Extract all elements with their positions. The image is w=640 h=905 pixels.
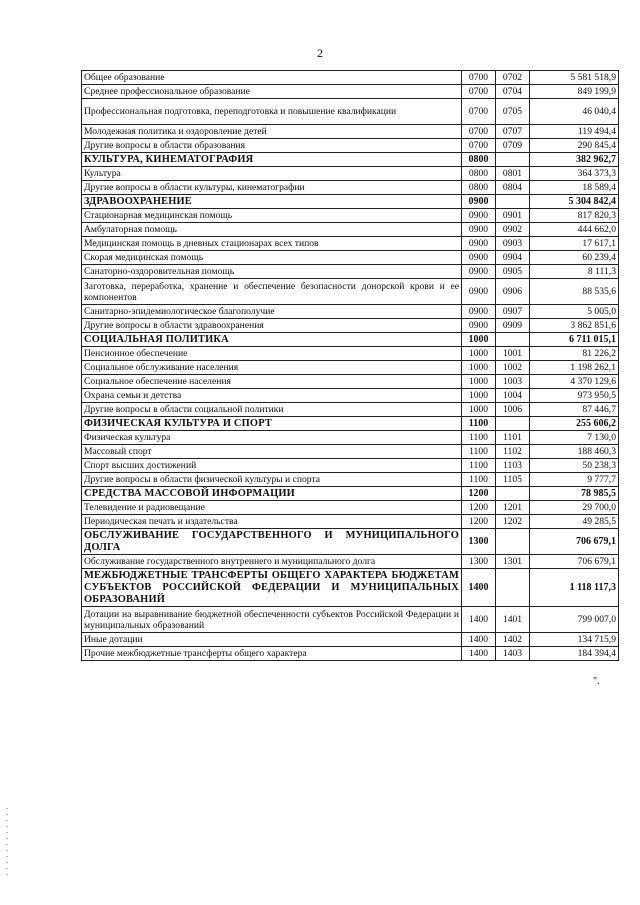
row-name-cell: Медицинская помощь в дневных стационарах всех типов [82, 237, 462, 251]
row-name-cell: Скорая медицинская помощь [82, 251, 462, 265]
row-name-cell: Другие вопросы в области социальной политики [82, 403, 462, 417]
row-section-code-cell: 1400 [462, 569, 496, 607]
row-name-cell: Социальное обслуживание населения [82, 361, 462, 375]
margin-scan-dots [6, 808, 8, 878]
row-name-cell: Молодежная политика и оздоровление детей [82, 125, 462, 139]
table-row [82, 403, 619, 417]
row-section-code-cell: 1100 [462, 431, 496, 445]
row-section-code-cell: 1100 [462, 473, 496, 487]
row-amount-cell: 7 130,0 [530, 431, 619, 445]
row-name-cell: Общее образование [82, 71, 462, 85]
row-amount-cell: 134 715,9 [530, 633, 619, 647]
row-amount-cell: 29 700,0 [530, 501, 619, 515]
row-amount-cell: 973 950,5 [530, 389, 619, 403]
row-subsection-code-cell: 0903 [496, 237, 530, 251]
row-subsection-code-cell [496, 569, 530, 607]
row-name-cell: Пенсионное обеспечение [82, 347, 462, 361]
row-subsection-code-cell: 0902 [496, 223, 530, 237]
row-subsection-code-cell: 1403 [496, 647, 530, 661]
row-amount-cell: 188 460,3 [530, 445, 619, 459]
row-subsection-code-cell: 1103 [496, 459, 530, 473]
row-amount-cell: 17 617,1 [530, 237, 619, 251]
row-name-cell: Иные дотации [82, 633, 462, 647]
row-name-cell: МЕЖБЮДЖЕТНЫЕ ТРАНСФЕРТЫ ОБЩЕГО ХАРАКТЕРА БЮДЖЕТАМ СУБЪЕКТОВ РОССИЙСКОЙ ФЕДЕРАЦИИ И МУНИЦИПАЛЬНЫХ ОБРАЗОВАНИЙ [82, 569, 462, 607]
row-subsection-code-cell: 1101 [496, 431, 530, 445]
row-section-code-cell: 1000 [462, 403, 496, 417]
row-amount-cell: 1 198 262,1 [530, 361, 619, 375]
row-subsection-code-cell [496, 529, 530, 555]
table-row [82, 279, 619, 305]
row-amount-cell: 78 985,5 [530, 487, 619, 501]
row-amount-cell: 8 111,3 [530, 265, 619, 279]
row-section-code-cell: 1200 [462, 487, 496, 501]
row-name-cell: ФИЗИЧЕСКАЯ КУЛЬТУРА И СПОРТ [82, 417, 462, 431]
row-amount-cell: 87 446,7 [530, 403, 619, 417]
table-row [82, 633, 619, 647]
row-amount-cell: 799 007,0 [530, 607, 619, 633]
row-name-cell: Культура [82, 167, 462, 181]
row-amount-cell: 119 494,4 [530, 125, 619, 139]
row-section-code-cell: 1000 [462, 389, 496, 403]
section-row [82, 195, 619, 209]
row-subsection-code-cell [496, 153, 530, 167]
page-number: 2 [317, 46, 323, 60]
row-name-cell: Массовый спорт [82, 445, 462, 459]
table-row [82, 251, 619, 265]
row-section-code-cell: 1100 [462, 459, 496, 473]
row-subsection-code-cell: 1201 [496, 501, 530, 515]
row-subsection-code-cell: 1006 [496, 403, 530, 417]
row-subsection-code-cell: 0907 [496, 305, 530, 319]
row-section-code-cell: 0900 [462, 237, 496, 251]
row-section-code-cell: 0900 [462, 251, 496, 265]
row-amount-cell: 706 679,1 [530, 555, 619, 569]
row-amount-cell: 5 005,0 [530, 305, 619, 319]
table-row [82, 555, 619, 569]
row-subsection-code-cell: 0904 [496, 251, 530, 265]
row-section-code-cell: 0800 [462, 167, 496, 181]
row-section-code-cell: 0900 [462, 223, 496, 237]
row-amount-cell: 50 238,3 [530, 459, 619, 473]
row-section-code-cell: 0700 [462, 71, 496, 85]
row-section-code-cell: 0800 [462, 153, 496, 167]
row-amount-cell: 5 581 518,9 [530, 71, 619, 85]
table-row [82, 305, 619, 319]
row-section-code-cell: 1000 [462, 347, 496, 361]
row-amount-cell: 9 777,7 [530, 473, 619, 487]
row-section-code-cell: 0900 [462, 265, 496, 279]
row-subsection-code-cell: 0906 [496, 279, 530, 305]
row-section-code-cell: 1300 [462, 529, 496, 555]
row-section-code-cell: 1300 [462, 555, 496, 569]
table-row [82, 139, 619, 153]
row-section-code-cell: 0700 [462, 139, 496, 153]
row-name-cell: Санитарно-эпидемиологическое благополучие [82, 305, 462, 319]
row-amount-cell: 255 606,2 [530, 417, 619, 431]
budget-table [81, 70, 619, 661]
row-subsection-code-cell [496, 487, 530, 501]
row-section-code-cell: 0700 [462, 99, 496, 125]
section-row [82, 153, 619, 167]
row-subsection-code-cell: 1102 [496, 445, 530, 459]
row-section-code-cell: 1400 [462, 647, 496, 661]
row-name-cell: Другие вопросы в области культуры, кинематографии [82, 181, 462, 195]
row-subsection-code-cell: 1301 [496, 555, 530, 569]
row-subsection-code-cell: 1105 [496, 473, 530, 487]
row-subsection-code-cell: 0709 [496, 139, 530, 153]
row-name-cell: СРЕДСТВА МАССОВОЙ ИНФОРМАЦИИ [82, 487, 462, 501]
table-row [82, 319, 619, 333]
section-row [82, 569, 619, 607]
table-row [82, 501, 619, 515]
row-subsection-code-cell: 0905 [496, 265, 530, 279]
row-amount-cell: 81 226,2 [530, 347, 619, 361]
row-name-cell: Спорт высших достижений [82, 459, 462, 473]
row-section-code-cell: 0900 [462, 305, 496, 319]
table-row [82, 431, 619, 445]
row-section-code-cell: 1000 [462, 375, 496, 389]
row-name-cell: Другие вопросы в области здравоохранения [82, 319, 462, 333]
row-name-cell: Охрана семьи и детства [82, 389, 462, 403]
row-amount-cell: 290 845,4 [530, 139, 619, 153]
section-row [82, 529, 619, 555]
section-row [82, 417, 619, 431]
row-amount-cell: 817 820,3 [530, 209, 619, 223]
row-section-code-cell: 1100 [462, 445, 496, 459]
row-name-cell: Дотации на выравнивание бюджетной обеспеченности субъектов Российской Федерации и муниципальных образований [82, 607, 462, 633]
row-section-code-cell: 1400 [462, 633, 496, 647]
row-amount-cell: 88 535,6 [530, 279, 619, 305]
row-name-cell: Прочие межбюджетные трансферты общего характера [82, 647, 462, 661]
table-row [82, 515, 619, 529]
budget-table-body [82, 71, 619, 661]
row-section-code-cell: 0900 [462, 319, 496, 333]
table-row [82, 361, 619, 375]
row-name-cell: Стационарная медицинская помощь [82, 209, 462, 223]
table-row [82, 375, 619, 389]
row-section-code-cell: 1000 [462, 361, 496, 375]
table-row [82, 237, 619, 251]
row-subsection-code-cell: 0705 [496, 99, 530, 125]
row-subsection-code-cell: 0707 [496, 125, 530, 139]
row-section-code-cell: 1400 [462, 607, 496, 633]
table-row [82, 389, 619, 403]
row-subsection-code-cell: 0804 [496, 181, 530, 195]
row-amount-cell: 6 711 015,1 [530, 333, 619, 347]
row-subsection-code-cell: 1001 [496, 347, 530, 361]
row-subsection-code-cell: 0704 [496, 85, 530, 99]
row-name-cell: Среднее профессиональное образование [82, 85, 462, 99]
row-section-code-cell: 0800 [462, 181, 496, 195]
row-subsection-code-cell: 0901 [496, 209, 530, 223]
row-name-cell: Периодическая печать и издательства [82, 515, 462, 529]
row-name-cell: КУЛЬТУРА, КИНЕМАТОГРАФИЯ [82, 153, 462, 167]
row-name-cell: ЗДРАВООХРАНЕНИЕ [82, 195, 462, 209]
table-row [82, 473, 619, 487]
row-subsection-code-cell [496, 333, 530, 347]
row-amount-cell: 849 199,9 [530, 85, 619, 99]
table-row [82, 223, 619, 237]
row-amount-cell: 5 304 842,4 [530, 195, 619, 209]
row-subsection-code-cell: 0702 [496, 71, 530, 85]
row-name-cell: Телевидение и радиовещание [82, 501, 462, 515]
row-name-cell: Другие вопросы в области физической культуры и спорта [82, 473, 462, 487]
table-row [82, 347, 619, 361]
row-subsection-code-cell: 1202 [496, 515, 530, 529]
row-name-cell: Профессиональная подготовка, переподготовка и повышение квалификации [82, 99, 462, 125]
row-name-cell: Социальное обеспечение населения [82, 375, 462, 389]
row-section-code-cell: 1100 [462, 417, 496, 431]
row-name-cell: Заготовка, переработка, хранение и обеспечение безопасности донорской крови и ее компонентов [82, 279, 462, 305]
row-section-code-cell: 0900 [462, 209, 496, 223]
row-amount-cell: 382 962,7 [530, 153, 619, 167]
row-amount-cell: 46 040,4 [530, 99, 619, 125]
row-subsection-code-cell: 1002 [496, 361, 530, 375]
table-row [82, 167, 619, 181]
table-row [82, 85, 619, 99]
row-section-code-cell: 0700 [462, 125, 496, 139]
row-name-cell: Санаторно-оздоровительная помощь [82, 265, 462, 279]
row-subsection-code-cell: 0909 [496, 319, 530, 333]
table-row [82, 265, 619, 279]
row-amount-cell: 3 862 851,6 [530, 319, 619, 333]
row-subsection-code-cell: 1004 [496, 389, 530, 403]
table-row [82, 125, 619, 139]
section-row [82, 333, 619, 347]
row-amount-cell: 18 589,4 [530, 181, 619, 195]
row-section-code-cell: 1200 [462, 515, 496, 529]
row-section-code-cell: 1000 [462, 333, 496, 347]
row-amount-cell: 4 370 129,6 [530, 375, 619, 389]
row-amount-cell: 1 118 117,3 [530, 569, 619, 607]
table-row [82, 445, 619, 459]
row-subsection-code-cell: 1402 [496, 633, 530, 647]
row-amount-cell: 60 239,4 [530, 251, 619, 265]
row-subsection-code-cell: 1401 [496, 607, 530, 633]
row-subsection-code-cell: 0801 [496, 167, 530, 181]
table-row [82, 647, 619, 661]
table-row [82, 71, 619, 85]
row-subsection-code-cell: 1003 [496, 375, 530, 389]
table-row [82, 99, 619, 125]
row-amount-cell: 364 373,3 [530, 167, 619, 181]
row-name-cell: Другие вопросы в области образования [82, 139, 462, 153]
row-subsection-code-cell [496, 417, 530, 431]
table-row [82, 181, 619, 195]
row-name-cell: ОБСЛУЖИВАНИЕ ГОСУДАРСТВЕННОГО И МУНИЦИПАЛЬНОГО ДОЛГА [82, 529, 462, 555]
section-row [82, 487, 619, 501]
row-section-code-cell: 0900 [462, 279, 496, 305]
row-name-cell: Амбулаторная помощь [82, 223, 462, 237]
row-name-cell: Физическая культура [82, 431, 462, 445]
row-amount-cell: 444 662,0 [530, 223, 619, 237]
row-name-cell: Обслуживание государственного внутреннего и муниципального долга [82, 555, 462, 569]
row-name-cell: СОЦИАЛЬНАЯ ПОЛИТИКА [82, 333, 462, 347]
table-row [82, 607, 619, 633]
row-amount-cell: 49 285,5 [530, 515, 619, 529]
table-row [82, 209, 619, 223]
table-row [82, 459, 619, 473]
row-amount-cell: 184 394,4 [530, 647, 619, 661]
row-amount-cell: 706 679,1 [530, 529, 619, 555]
row-section-code-cell: 1200 [462, 501, 496, 515]
closing-quote-mark: ". [593, 676, 600, 687]
row-section-code-cell: 0900 [462, 195, 496, 209]
row-section-code-cell: 0700 [462, 85, 496, 99]
row-subsection-code-cell [496, 195, 530, 209]
